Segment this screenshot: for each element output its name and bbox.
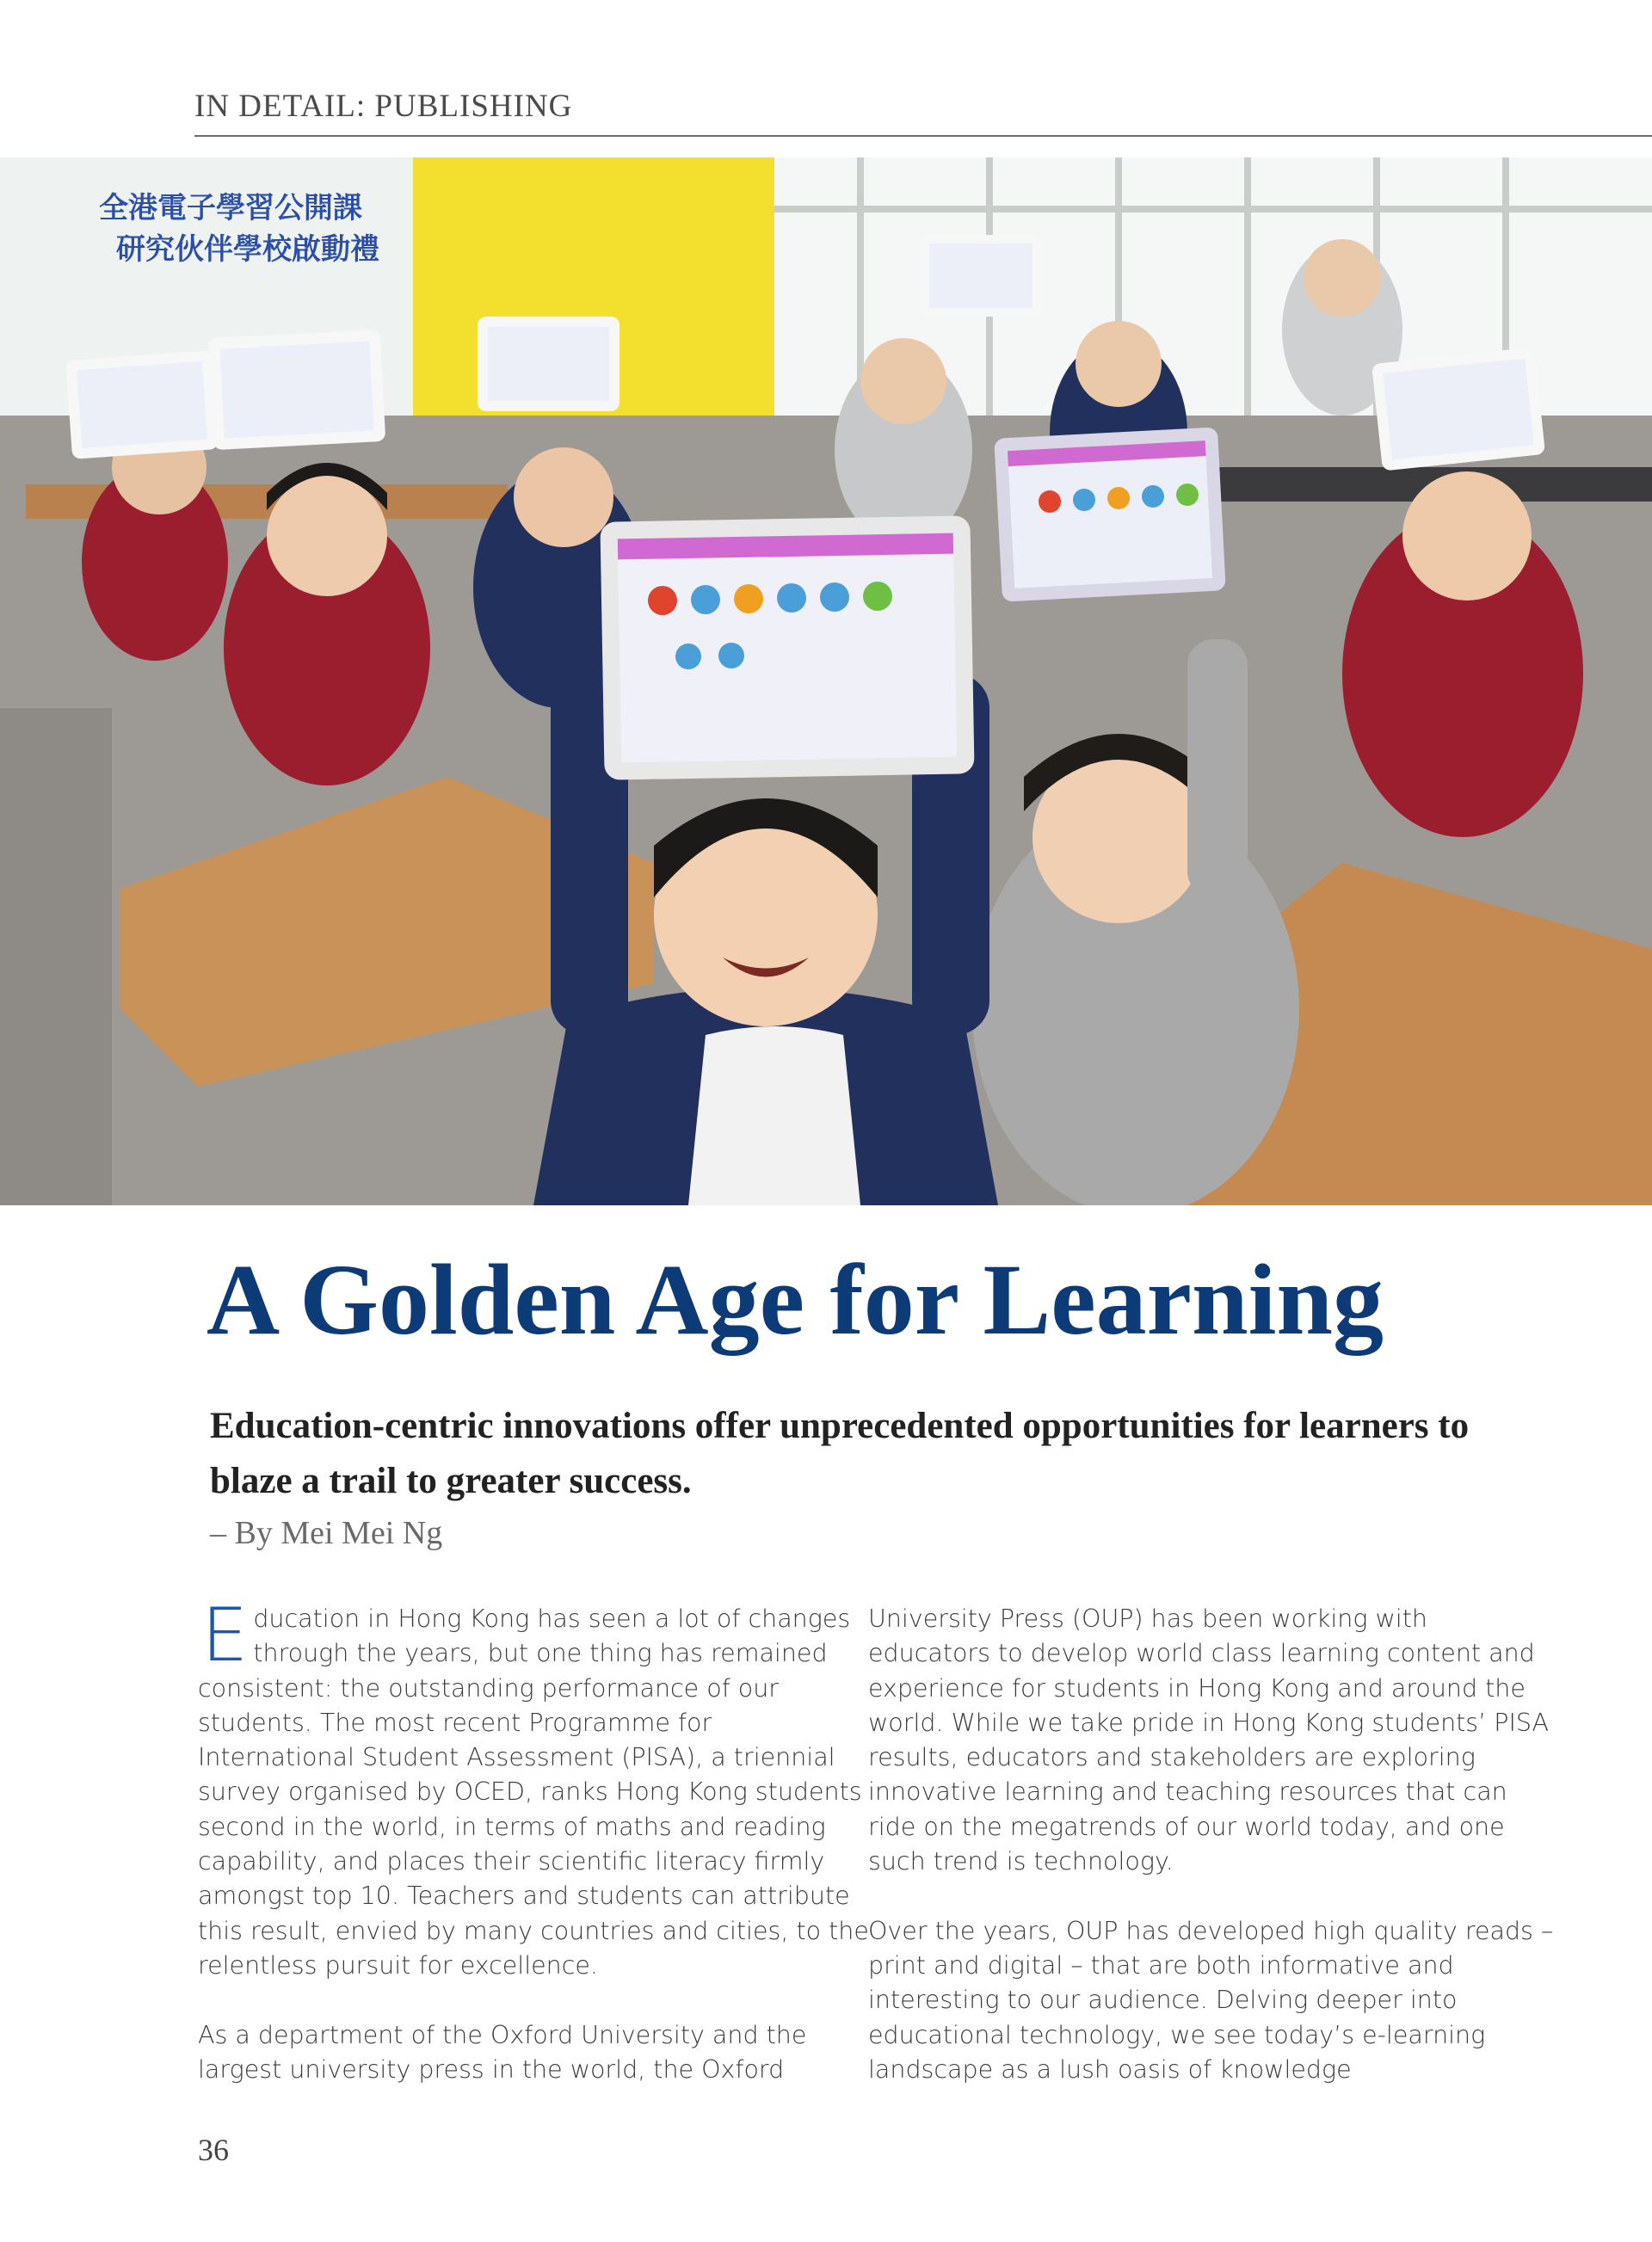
article-headline: A Golden Age for Learning xyxy=(206,1243,1384,1356)
classroom-illustration xyxy=(0,157,1652,1205)
page-number: 36 xyxy=(198,2133,229,2167)
article-column-left xyxy=(198,1592,869,2122)
article-paragraph: As a department of the Oxford University and the largest university press in the world, the Oxford xyxy=(198,2020,807,2084)
article-paragraph: University Press (OUP) has been working with educators to develop world class learning content and experience for students in Hong Kong and around the world. While we take pride in Hong Kong students’ PISA results, educators and stakeholders are exploring innovative learning and teaching resources that can ride on the megatrends of our world today, and one such trend is technology. xyxy=(868,1605,1549,1876)
drop-cap: E xyxy=(201,1592,249,1678)
header-rule xyxy=(194,135,1652,137)
main-tablet xyxy=(600,515,974,779)
paragraph-text: ducation in Hong Kong has seen a lot of changes through the years, but one thing has remained consistent: the outstanding performance of our students. The most recent Programme for International Student Assessment (PISA), a triennial survey organised by OCED, ranks Hong Kong students second in the world, in terms of maths and reading capability, and places their scientific literacy firmly amongst top 10. Teachers and students can attribute this result, envied by many countries and cities, to the relentless pursuit for excellence. xyxy=(198,1605,869,1980)
article-paragraph xyxy=(198,1592,869,1983)
article-byline: – By Mei Mei Ng xyxy=(210,1515,443,1551)
classroom-photo xyxy=(0,157,1652,1205)
back-desk-right xyxy=(1170,467,1652,502)
section-label: IN DETAIL: PUBLISHING xyxy=(194,89,573,124)
sign-line-1: 全港電子學習公開課 xyxy=(99,191,362,225)
article-column-right xyxy=(868,1602,1556,2122)
article-subhead: Education-centric innovations offer unprecedented opportunities for learners to blaze a trail to greater success. xyxy=(210,1406,1470,1501)
article-paragraph: Over the years, OUP has developed high quality reads – print and digital – that are both informative and interesting to our audience. Delving deeper into educational technology, we see today’s e-learning landscape as a lush oasis of knowledge xyxy=(868,1916,1554,2084)
sign-line-2: 研究伙伴學校啟動禮 xyxy=(116,232,379,267)
aisle xyxy=(0,708,112,1205)
